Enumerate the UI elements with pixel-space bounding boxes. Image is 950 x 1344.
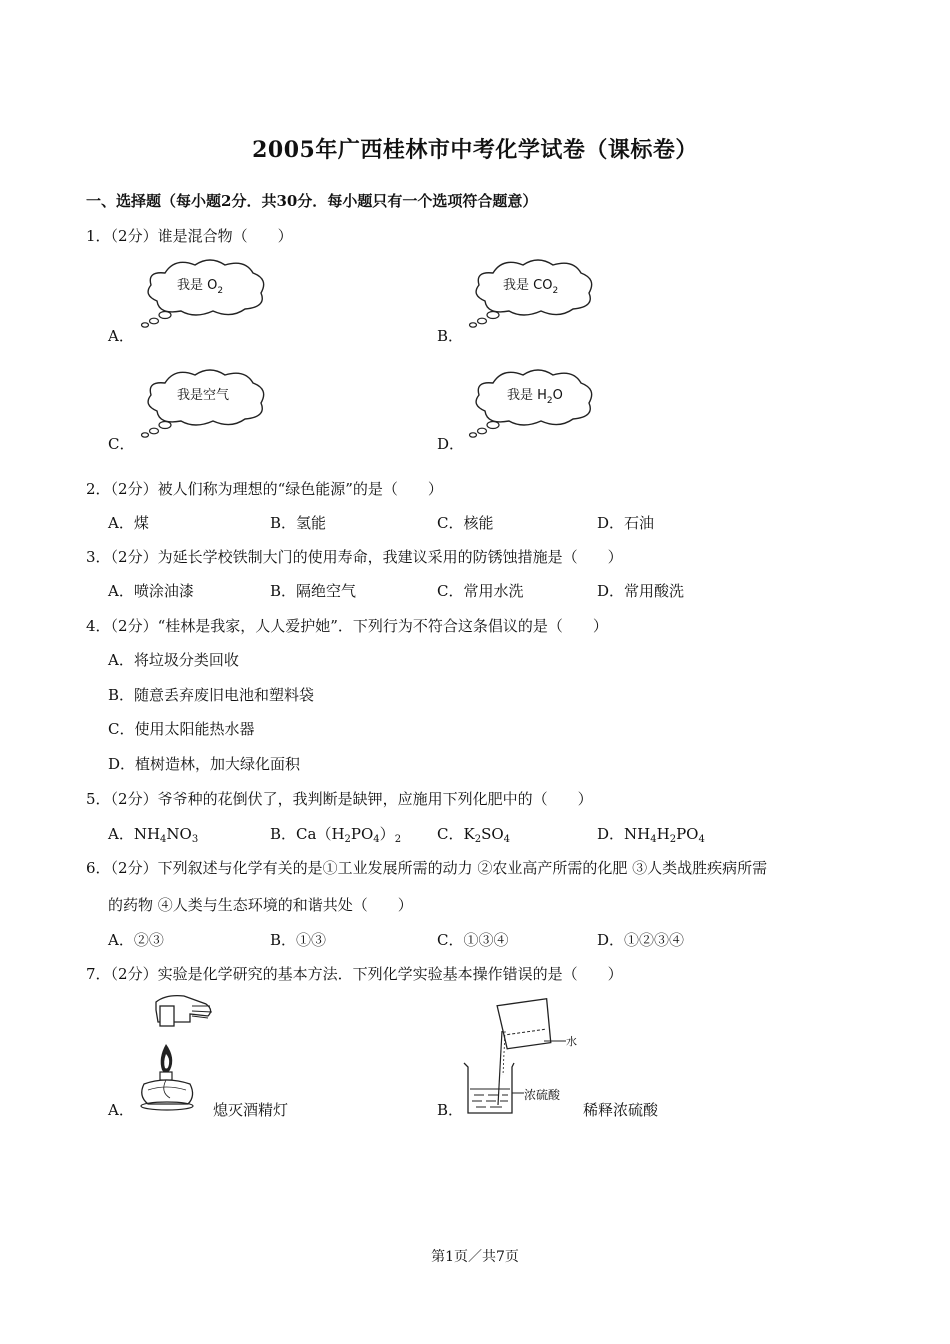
label-concentrated-acid: 浓硫酸	[524, 1088, 561, 1102]
q1-c-bubble-text: 我是空气	[177, 388, 230, 403]
q1-option-c-thought-bubble	[135, 365, 275, 440]
q2-option-c[interactable]: C．核能	[437, 514, 494, 532]
q6-option-a[interactable]: A．②③	[108, 931, 164, 949]
q5-option-b[interactable]: B．$Ca(H_2PO_4)_2$	[270, 825, 402, 845]
q7-option-a-letter[interactable]: A．	[108, 1101, 134, 1119]
q1-option-a-thought-bubble	[135, 255, 275, 330]
q6-option-b[interactable]: B．①③	[270, 931, 327, 949]
question-6-stem-line2: 的药物 ④人类与生态环境的和谐共处（ ）	[108, 896, 413, 914]
q1-d-bubble-tail: O	[552, 388, 563, 403]
q7-option-b-caption: 稀释浓硫酸	[583, 1101, 659, 1119]
q4-option-a[interactable]: A．将垃圾分类回收	[108, 651, 239, 669]
q4-option-c[interactable]: C．使用太阳能热水器	[108, 720, 255, 738]
question-1-stem: 1．（2分）谁是混合物（ ）	[86, 227, 293, 245]
q1-option-d-thought-bubble	[463, 365, 603, 440]
label-water: 水	[566, 1035, 577, 1048]
q3-option-b[interactable]: B．隔绝空气	[270, 582, 357, 600]
q6-option-c[interactable]: C．①③④	[437, 931, 509, 949]
section-heading: 一、选择题（每小题2分．共30分．每小题只有一个选项符合题意）	[86, 192, 538, 210]
q1-a-bubble-sub: 2	[217, 286, 224, 296]
q5-option-c[interactable]: C．$K_2SO_4$	[437, 825, 511, 845]
question-5-stem: 5．（2分）爷爷种的花倒伏了，我判断是缺钾，应施用下列化肥中的（ ）	[86, 790, 593, 808]
q1-option-a-letter[interactable]: A．	[108, 327, 134, 345]
q7-option-b-letter[interactable]: B．	[437, 1101, 464, 1119]
q3-option-a[interactable]: A．喷涂油漆	[108, 582, 194, 600]
question-7-stem: 7．（2分）实验是化学研究的基本方法．下列化学实验基本操作错误的是（ ）	[86, 965, 623, 983]
question-6-stem-line1: 6．（2分）下列叙述与化学有关的是①工业发展所需的动力 ②农业高产所需的化肥 ③人类战胜疾病所需	[86, 859, 768, 877]
question-2-stem: 2．（2分）被人们称为理想的“绿色能源”的是（ ）	[86, 480, 443, 498]
q4-option-b[interactable]: B．随意丢弃废旧电池和塑料袋	[108, 686, 315, 704]
page-title: 2005年广西桂林市中考化学试卷（课标卷）	[252, 137, 698, 163]
q3-option-d[interactable]: D．常用酸洗	[597, 582, 685, 600]
q1-a-bubble-text: 我是 O	[177, 278, 218, 293]
q1-d-bubble-sub: 2	[546, 396, 553, 406]
q1-option-b-thought-bubble	[463, 255, 603, 330]
q5-option-d[interactable]: D．$NH_4H_2PO_4$	[597, 825, 705, 845]
q1-d-bubble-text: 我是 H	[507, 388, 547, 403]
q2-option-d[interactable]: D．石油	[597, 514, 655, 532]
q7-option-a-caption: 熄灭酒精灯	[213, 1101, 289, 1119]
q2-option-a[interactable]: A．煤	[108, 514, 149, 532]
alcohol-lamp-icon	[130, 992, 220, 1118]
q1-option-d-letter[interactable]: D．	[437, 435, 465, 453]
q1-b-bubble-sub: 2	[552, 286, 559, 296]
q1-option-c-letter[interactable]: C．	[108, 435, 135, 453]
q1-b-bubble-text: 我是 CO	[503, 278, 553, 293]
q2-option-b[interactable]: B．氢能	[270, 514, 327, 532]
q1-option-b-letter[interactable]: B．	[437, 327, 464, 345]
q5-option-a[interactable]: A．$NH_4NO_3$	[108, 825, 199, 845]
q3-option-c[interactable]: C．常用水洗	[437, 582, 524, 600]
q4-option-d[interactable]: D．植树造林，加大绿化面积	[108, 755, 301, 773]
page-footer: 第1页／共7页	[431, 1249, 519, 1265]
q6-option-d[interactable]: D．①②③④	[597, 931, 685, 949]
question-4-stem: 4．（2分）“桂林是我家，人人爱护她”．下列行为不符合这条倡议的是（ ）	[86, 617, 608, 635]
question-3-stem: 3．（2分）为延长学校铁制大门的使用寿命，我建议采用的防锈蚀措施是（ ）	[86, 548, 623, 566]
